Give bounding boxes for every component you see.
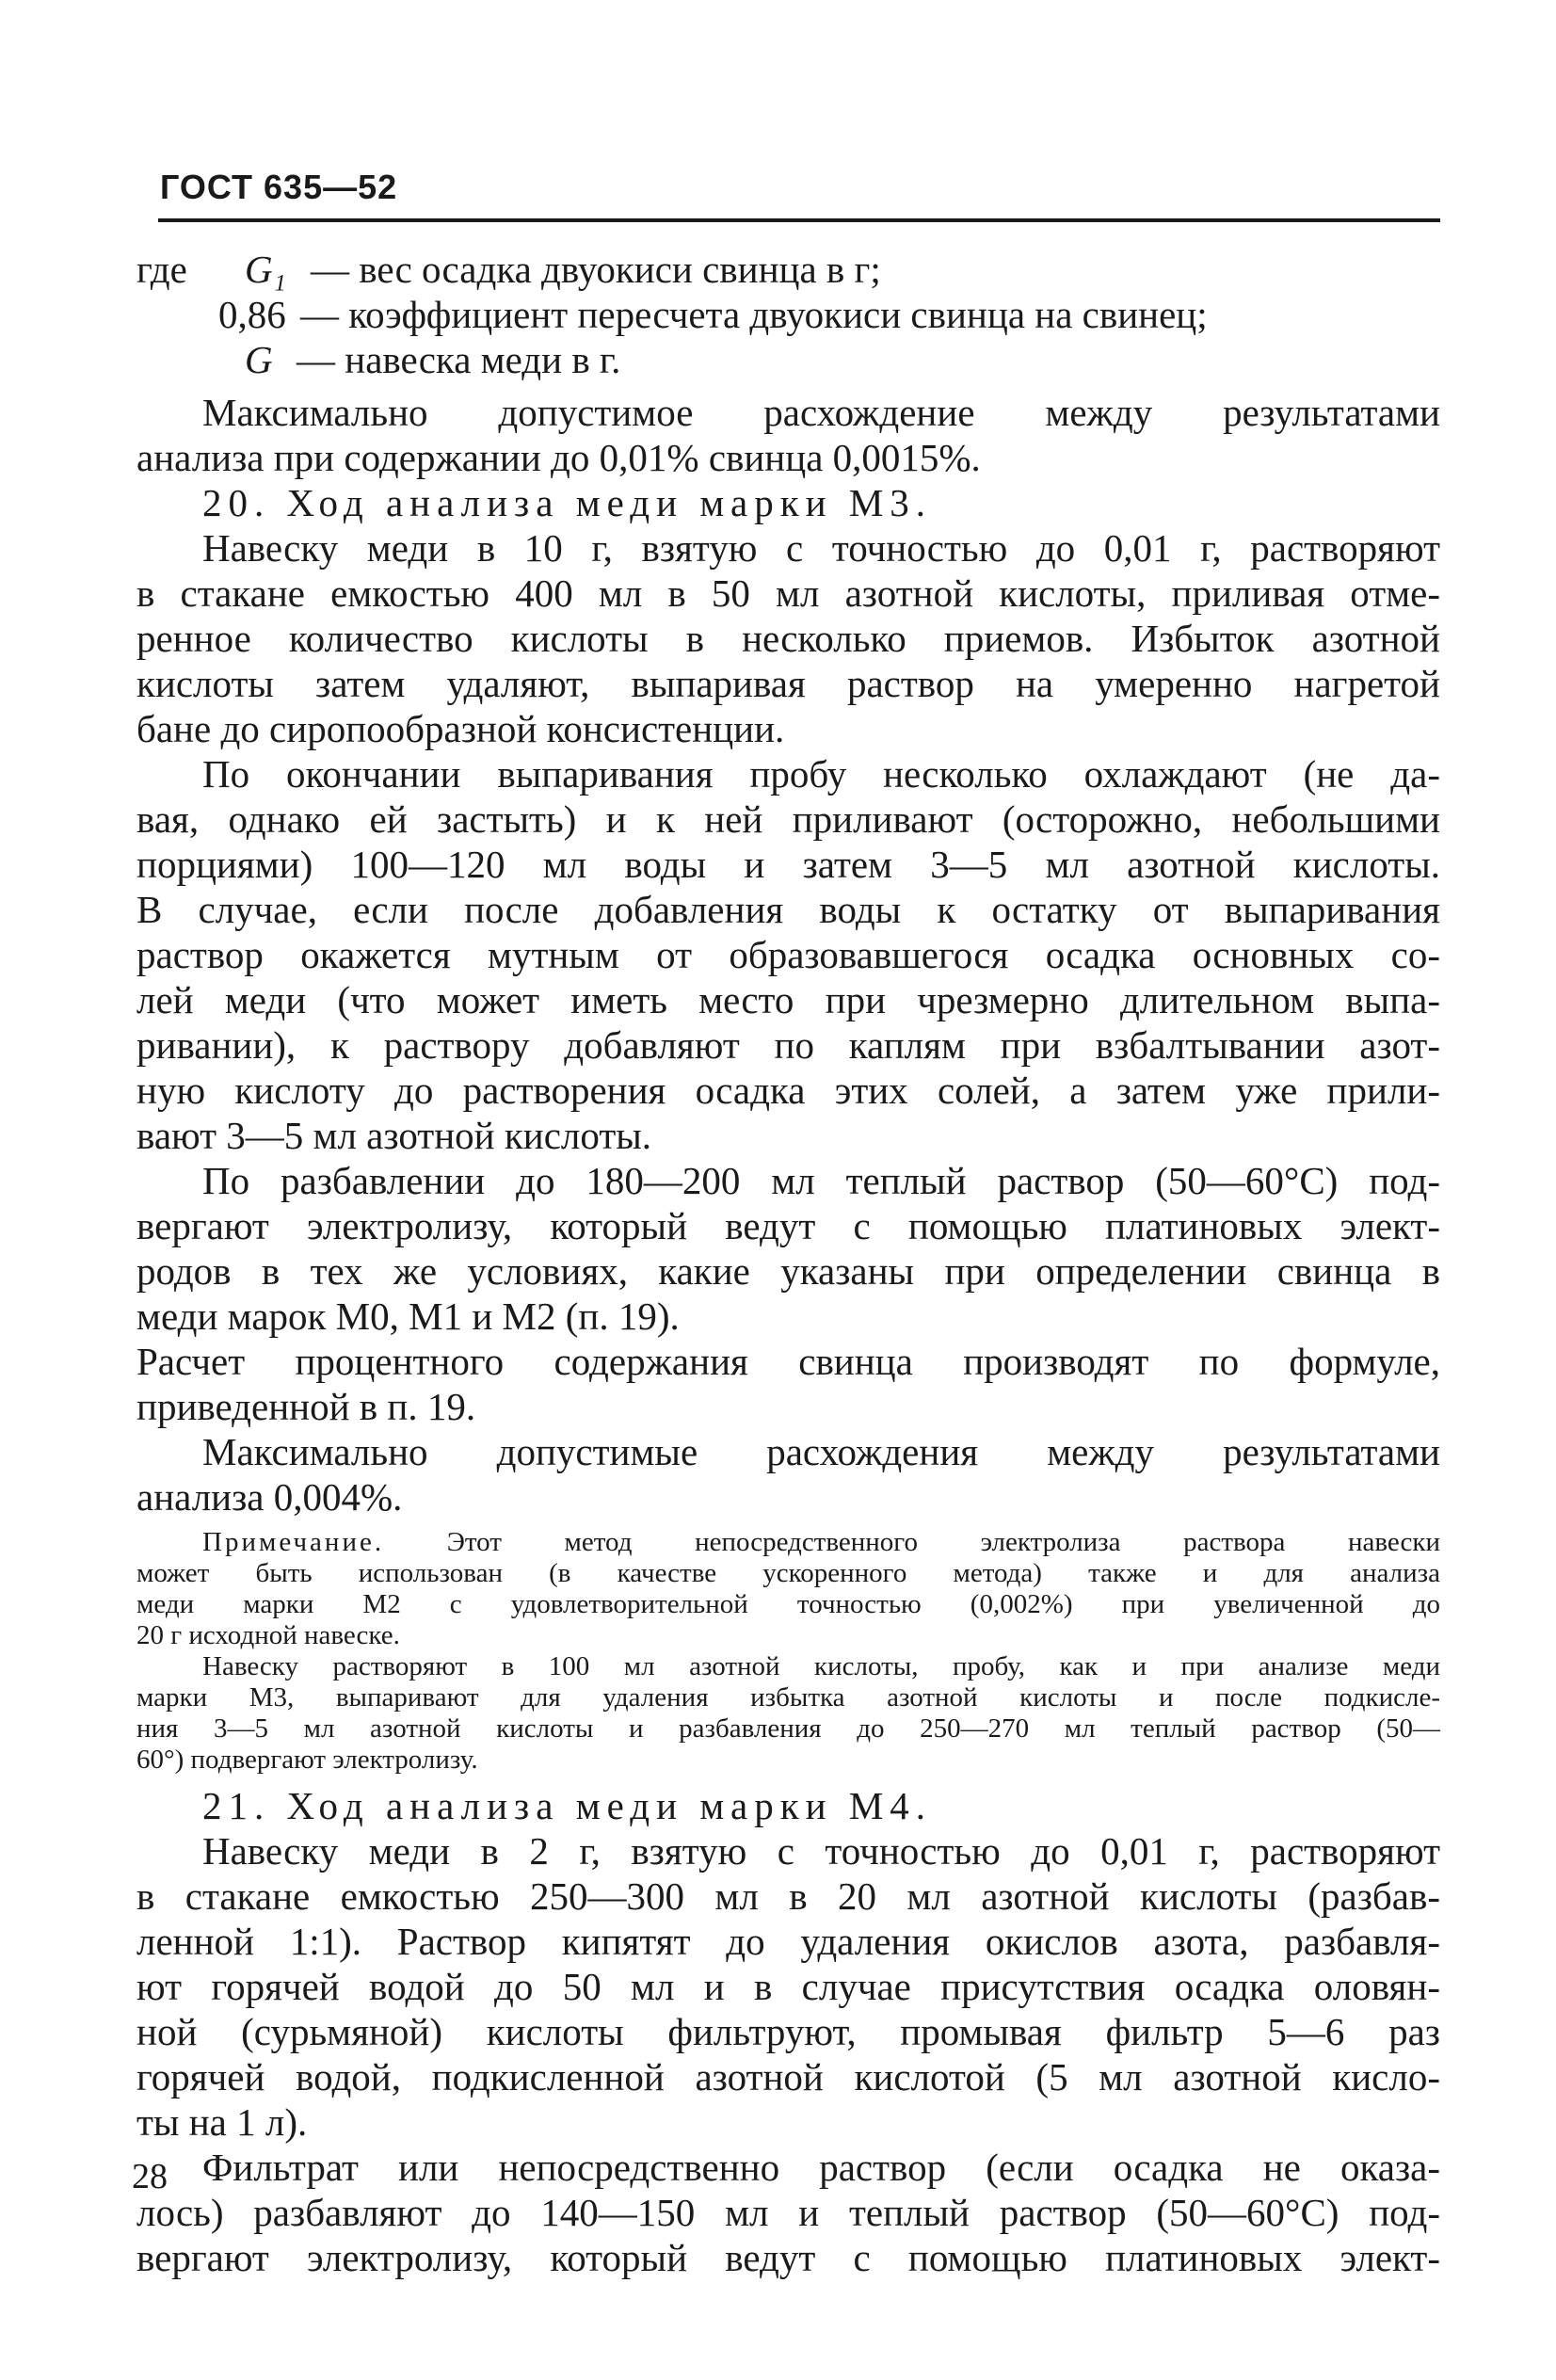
text-line: Максимально допустимые расхождения между результатами <box>202 1430 1440 1473</box>
text-line: родов в тех же условиях, какие указаны при определении свинца в <box>136 1249 1440 1293</box>
where-text: — навеска меди в г. <box>297 338 621 381</box>
text-line: в стакане емкостью 400 мл в 50 мл азотной кислоты, приливая отме- <box>136 571 1440 615</box>
where-text: — коэффициент пересчета двуокиси свинца на свинец; <box>300 293 1208 336</box>
text-line: лей меди (что может иметь место при чрезмерно длительном выпа- <box>136 978 1440 1021</box>
text-line: кислоты затем удаляют, выпаривая раствор на умеренно нагретой <box>136 662 1440 705</box>
page-header: ГОСТ 635—52 <box>160 168 398 206</box>
text-line: анализа при содержании до 0,01% свинца 0,0015%. <box>136 436 981 479</box>
text-line: Расчет процентного содержания свинца производят по формуле, <box>136 1340 1440 1383</box>
text-line: меди марок М0, М1 и М2 (п. 19). <box>136 1295 680 1338</box>
text-line: в стакане емкостью 250—300 мл в 20 мл азотной кислоты (разбав- <box>136 1874 1440 1918</box>
where-symbol: G <box>245 338 273 381</box>
text-line: лось) разбавляют до 140—150 мл и теплый раствор (50—60°С) под- <box>136 2191 1440 2234</box>
text-line: Навеску меди в 2 г, взятую с точностью до 0,01 г, растворяют <box>202 1829 1440 1873</box>
text-line: вают 3—5 мл азотной кислоты. <box>136 1114 652 1157</box>
note-line: Навеску растворяют в 100 мл азотной кислоты, пробу, как и при анализе меди <box>202 1651 1440 1681</box>
text-line: ют горячей водой до 50 мл и в случае присутствия осадка оловян- <box>136 1965 1440 2008</box>
where-row <box>136 292 1440 337</box>
text-line: раствор окажется мутным от образовавшегося осадка основных со- <box>136 933 1440 976</box>
note-line <box>136 1527 1440 1558</box>
where-word: где <box>136 248 187 291</box>
text-line: ренное количество кислоты в несколько приемов. Избыток азотной <box>136 617 1440 660</box>
text-line: По окончании выпаривания пробу несколько охлаждают (не да- <box>202 752 1440 796</box>
text-line: ленной 1:1). Раствор кипятят до удаления окислов азота, разбавля- <box>136 1920 1440 1963</box>
text-line: ной (сурьмяной) кислоты фильтруют, промывая фильтр 5—6 раз <box>136 2010 1440 2053</box>
text-line: По разбавлении до 180—200 мл теплый раствор (50—60°С) под- <box>202 1159 1440 1202</box>
note-text: Этот метод непосредственного электролиза раствора навески <box>384 1527 1440 1557</box>
section-heading-21: 21. Ход анализа меди марки М4. <box>202 1784 933 1827</box>
text-line: Фильтрат или непосредственно раствор (если осадка не оказа- <box>202 2146 1440 2189</box>
note-line: 60°) подвергают электролизу. <box>136 1745 478 1775</box>
text-line: бане до сиропообразной консистенции. <box>136 707 785 750</box>
where-block <box>136 247 1440 382</box>
document-body <box>136 247 1440 2280</box>
note-line: 20 г исходной навеске. <box>136 1620 400 1650</box>
section-heading-20: 20. Ход анализа меди марки М3. <box>202 481 933 524</box>
where-symbol: 0,86 <box>218 293 286 336</box>
text-line: вергают электролизу, который ведут с помощью платиновых элект- <box>136 2236 1440 2279</box>
where-row <box>136 337 1440 382</box>
where-symbol: G₁ <box>245 248 286 291</box>
where-text: — вес осадка двуокиси свинца в г; <box>311 248 881 291</box>
text-line: приведенной в п. 19. <box>136 1385 476 1428</box>
where-row <box>136 247 1440 292</box>
note-label: Примечание. <box>202 1527 385 1557</box>
text-line: горячей водой, подкисленной азотной кислотой (5 мл азотной кисло- <box>136 2055 1440 2099</box>
text-line: вергают электролизу, который ведут с помощью платиновых элект- <box>136 1204 1440 1247</box>
text-line: Навеску меди в 10 г, взятую с точностью до 0,01 г, растворяют <box>202 526 1440 570</box>
text-line: ривании), к раствору добавляют по каплям при взбалтывании азот- <box>136 1023 1440 1067</box>
text-line: В случае, если после добавления воды к остатку от выпаривания <box>136 888 1440 931</box>
text-line: порциями) 100—120 мл воды и затем 3—5 мл азотной кислоты. <box>136 843 1440 886</box>
note-line: ния 3—5 мл азотной кислоты и разбавления до 250—270 мл теплый раствор (50— <box>136 1713 1440 1744</box>
text-line: Максимально допустимое расхождение между результатами <box>202 391 1440 434</box>
text-line: ты на 1 л). <box>136 2100 308 2144</box>
note-line: меди марки М2 с удовлетворительной точностью (0,002%) при увеличенной до <box>136 1589 1440 1619</box>
text-line: ную кислоту до растворения осадка этих солей, а затем уже прили- <box>136 1069 1440 1112</box>
header-rule <box>158 218 1440 222</box>
text-line: анализа 0,004%. <box>136 1475 403 1519</box>
page-number: 28 <box>132 2157 168 2196</box>
note-line: может быть использован (в качестве ускоренного метода) также и для анализа <box>136 1558 1440 1588</box>
note-block <box>136 1527 1440 1776</box>
note-line: марки М3, выпаривают для удаления избытка азотной кислоты и после подкисле- <box>136 1682 1440 1713</box>
text-line: вая, однако ей застыть) и к ней приливают (осторожно, небольшими <box>136 797 1440 841</box>
